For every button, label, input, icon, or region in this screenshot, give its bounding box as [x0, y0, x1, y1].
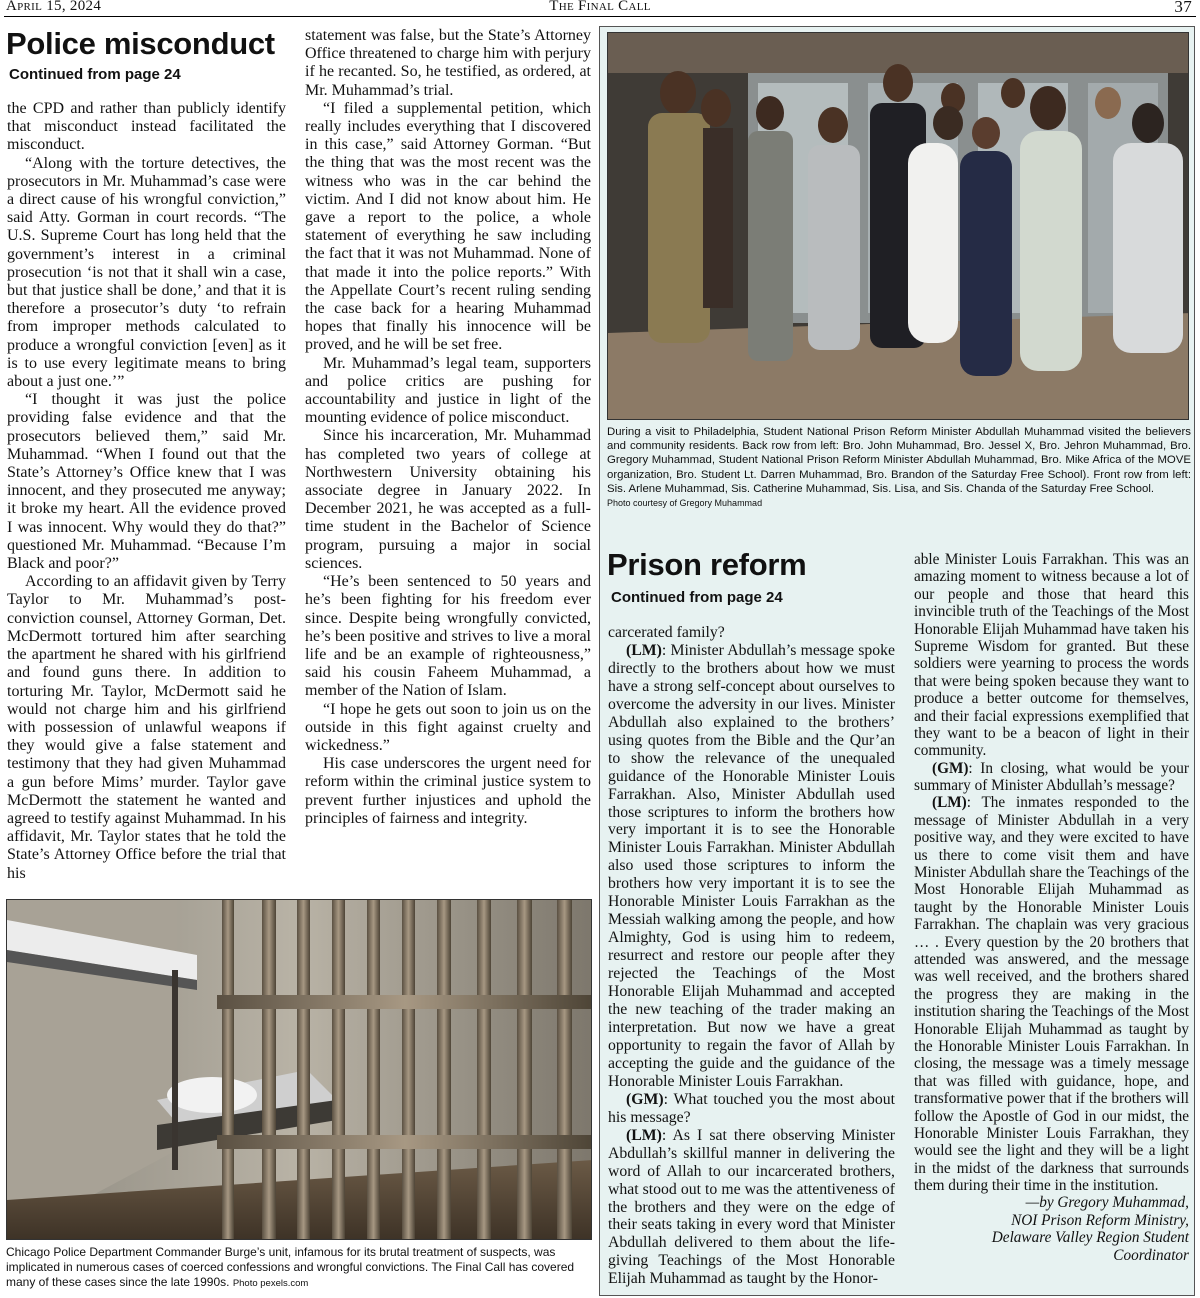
page-number: 37 [1174, 0, 1192, 16]
article-column-3 [608, 624, 895, 1288]
paragraph: able Minister Louis Farrakhan. This was an amazing moment to witness because a lot of our people and those that heard this invincible truth of the Teachings of the Most Honorable Elijah Muhammad have taken his Supreme Wisdom for granted. But these soldiers were yearning to process the words that were being spoken because they want to produce a better outcome for themselves, and their facial expressions exemplified that they want to be a beacon of light in their community. [914, 551, 1189, 760]
speaker-tag: (LM) [626, 641, 662, 659]
continued-line: Continued from page 24 [611, 589, 783, 606]
paragraph: His case underscores the urgent need for reform within the criminal justice system to prevent further injustices and uphold the principles of fairness and integrity. [305, 755, 591, 827]
photo-credit: Photo pexels.com [232, 1278, 309, 1289]
paragraph: “I thought it was just the police providing false evidence and that the prosecutors believed them,” said Mr. Muhammad. “When I found out that the State’s Attorney’s Office knew that I was innocent, and they prosecuted me anyway; it broke my heart. All the evidence proved I was innocent. Why would they do that?” questioned Mr. Muhammad. “Because I’m Black and poor?” [7, 391, 286, 573]
paragraph: carcerated family? [608, 624, 725, 641]
paragraph: (LM): As I sat there observing Minister Abdullah’s skillful manner in delivering the word of Allah to our incarcerated brothers, what stood out to me was the attentiveness of the brothers and they were on the edge of their seats taking in every word that Minister Abdullah delivered to them about the life-giving Teachings of the Most Honorable Elijah Muhammad as taught by the Honor- [608, 1126, 895, 1288]
article-headline: Prison reform [607, 547, 807, 582]
jail-cell-photo [6, 899, 592, 1240]
paragraph: Mr. Muhammad’s legal team, supporters and police critics are pushing for accountability and justice in light of the mounting evidence of police misconduct. [305, 354, 591, 427]
article-column-1 [7, 100, 286, 883]
publication-name: The Final Call [549, 0, 651, 14]
speaker-tag: (GM) [932, 759, 969, 777]
paragraph: “Along with the torture detectives, the prosecutors in Mr. Muhammad’s case were a direct cause of his wrongful conviction,” said Atty. Gorman in court records. “The U.S. Supreme Court has long held that the government’s interest in a criminal prosecution ‘is not that it shall win a case, but that justice shall be done,’ and that it is therefore a prosecutor’s duty ‘to refrain from improper methods calculated to produce a wrongful conviction [even] as it is to use every legitimate means to bring about a just one.’” [7, 154, 286, 391]
paragraph: According to an affidavit given by Terry Taylor to Mr. Muhammad’s post-conviction counsel, Attorney Gorman, Det. McDermott tortured him after searching the apartment he shared with his girlfriend and found guns there. In addition to torturing Mr. Taylor, McDermott said he would not charge him and his girlfriend with possession of unlawful weapons if they would give a false statement and testimony that they had given Muhammad a gun before Mims’ murder. Taylor gave McDermott the statement he wanted and agreed to testify against Muhammad. In his affidavit, Mr. Taylor states that he told the State’s Attorney Office before the trial that his [7, 573, 286, 882]
byline-line: Delaware Valley Region Student [991, 1229, 1189, 1247]
paragraph: “I filed a supplemental petition, which really includes everything that I discovered in this case,” said Attorney Gorman. “But the thing that was the most recent was the witness who was in the car behind the victim. And I did not know about him. He gave a report to the police, a whole statement of everything he saw including the fact that it was not Muhammad. None of that made it into the police reports.” With the Appellate Court’s recent ruling sending the case back for a hearing Muhammad hopes that finally his innocence will be proved, and he will be set free. [305, 99, 591, 354]
paragraph: (LM): The inmates responded to the message of Minister Abdullah in a very positive way, and they were excited to have us there to come visit them and have Minister Abdullah share the Teachings of the Most Honorable Elijah Muhammad as taught by the Honorable Minister Louis Farrakhan. The chaplain was very gracious … . Every question by the 20 brothers that attended was answered, and the message was well received, and the brothers shared the progress they are making in the institution sharing the Teachings of the Most Honorable Elijah Muhammad as taught by the Honorable Minister Louis Farrakhan. In closing, the message was a timely message that was filled with guidance, hope, and transformative power that if the brothers will follow the Apostle of God in our midst, the Honorable Minister Louis Farrakhan, they would see the light and they will be a light in the midst of the darkness that surrounds them during their time in the institution. [914, 794, 1189, 1195]
group-photo [607, 32, 1189, 420]
article-column-2 [305, 27, 591, 828]
photo-credit: Photo courtesy of Gregory Muhammad [607, 498, 763, 509]
group-photo-caption [607, 425, 1191, 510]
speaker-tag: (LM) [932, 794, 967, 812]
header-rule [4, 16, 1196, 17]
speaker-tag: (LM) [626, 1126, 662, 1144]
article-column-4 [914, 551, 1189, 1264]
caption-text: During a visit to Philadelphia, Student National Prison Reform Minister Abdullah Muhammad visited the believers and community residents. Back row from left: Bro. John Muhammad, Bro. Jessel X, Bro. Jehron Muhammad, Bro. Gregory Muhammad, Student National Prison Reform Minister Abdullah Muhammad, Bro. Mike Africa of the MOVE organization, Bro. Student Lt. Darren Muhammad, Bro. Brandon of the Saturday Free School). Front row from left: Sis. Arlene Muhammad, Sis. Catherine Muhammad, Sis. Lisa, and Sis. Chanda of the Saturday Free School. [607, 426, 1191, 495]
paragraph: (LM): Minister Abdullah’s message spoke directly to the brothers about how we must have a strong self-concept about ourselves to overcome the adversity in our lives. Minister Abdullah also explained to the brothers’ using quotes from the Bible and the Qur’an to show the relevance of the unequaled guidance of the Honorable Minister Louis Farrakhan. Also, Minister Abdullah used those scriptures to inform the brothers how very important it is to see the Honorable Minister Louis Farrakhan. Minister Abdullah also used those scriptures to inform the brothers how very important it is to see the Honorable Minister Louis Farrakhan as the Messiah walking among the people, and how Almighty, God is using him to redeem, resurrect and restore our people after they rejected the Teachings of the Most Honorable Elijah Muhammad and accepted the new teaching of the trader making an interpretation. But now we have a great opportunity to regain the favor of Allah by accepting the guide and the guidance of the Honorable Minister Louis Farrakhan. [608, 641, 895, 1090]
page-header [0, 0, 1200, 16]
byline-line: —by Gregory Muhammad, [1025, 1194, 1189, 1212]
paragraph: “I hope he gets out soon to join us on the outside in this fight against cruelty and wickedness.” [305, 700, 591, 754]
jail-cell-image [7, 900, 592, 1240]
byline-line: NOI Prison Reform Ministry, [1011, 1211, 1189, 1229]
photo-caption [6, 1245, 592, 1291]
paragraph: statement was false, but the State’s Attorney Office threatened to charge him with perjury if he recanted. So, he testified, as ordered, at Mr. Muhammad’s trial. [305, 27, 591, 99]
article-headline: Police misconduct [6, 26, 275, 61]
caption-text: Chicago Police Department Commander Burge’s unit, infamous for its brutal treatment of suspects, was implicated in numerous cases of coerced confessions and wrongful convictions. The Final Call has covered many of these cases since the late 1990s. [6, 1245, 575, 1289]
paragraph: Since his incarceration, Mr. Muhammad has completed two years of college at Northwestern University obtaining his associate degree in January 2022. In December 2021, he was accepted as a full-time student in the Bachelor of Science program, pursuing a major in social sciences. [305, 427, 591, 572]
continued-line: Continued from page 24 [9, 66, 181, 83]
paragraph: “He’s been sentenced to 50 years and he’s been fighting for his freedom ever since. Despite being wrongfully convicted, he’s been positive and strives to live a moral life and be an example of righteousness,” said his cousin Faheem Muhammad, a member of the Nation of Islam. [305, 573, 591, 700]
paragraph: (GM): What touched you the most about his message? [608, 1090, 895, 1126]
byline-line: Coordinator [1113, 1246, 1189, 1264]
paragraph: the CPD and rather than publicly identify that misconduct instead facilitated the misconduct. [7, 100, 286, 154]
group-photo-image [608, 33, 1189, 420]
issue-date: April 15, 2024 [6, 0, 102, 14]
speaker-tag: (GM) [626, 1090, 664, 1108]
paragraph: (GM): In closing, what would be your summary of Minister Abdullah’s message? [914, 759, 1189, 795]
byline-signature [914, 1194, 1189, 1264]
